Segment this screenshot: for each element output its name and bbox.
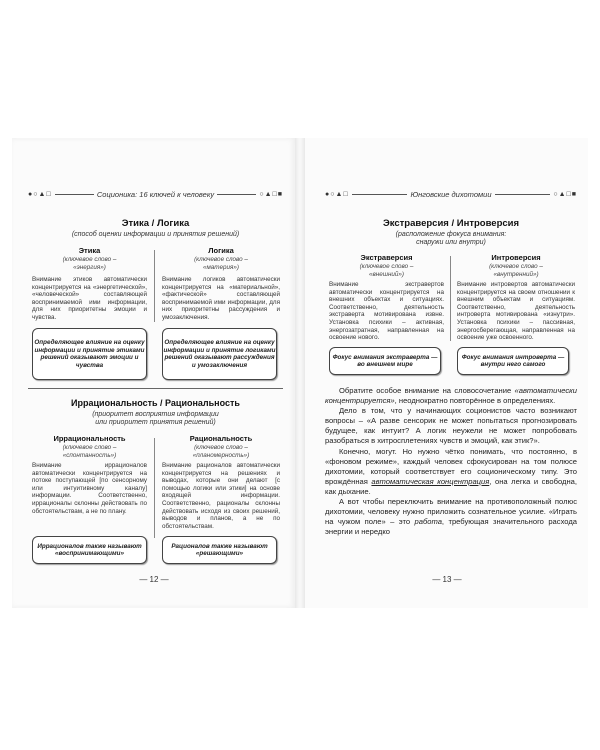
column-heading: Логика: [208, 246, 234, 255]
right-page: [305, 138, 588, 608]
section-divider: [28, 388, 283, 389]
column-heading: Этика: [78, 246, 101, 255]
column-text: Внимание рационалов автоматически концентрируется на решениях и выводах, которые они делают [с помощью логики или этики] на основе входящей информации. Соответственно, рационалы склонны действовать исходя из своих решений, выводов и планов, а не по обстоятельствам.: [162, 462, 280, 530]
body-text: [325, 386, 577, 537]
paragraph: Дело в том, что у начинающих соционистов часто возникают вопросы – «А разве сенсорик не может попытаться прогнозировать будущее, как интуит? А логик неужели не может попробовать разобраться в хитросплетениях чувств и эмоций, как этик?».: [325, 406, 577, 446]
callout-box: Фокус внимания интроверта — внутри него самого: [457, 347, 569, 375]
column-keyword: (ключевое слово – «материя»): [194, 256, 248, 271]
column-text: Внимание иррационалов автоматически концентрируется на потоке поступающей [по сенсорному или интуитивному каналу] информации. Соответственно, иррационалы склонны действовать по обстоятельствам, а не по плану.: [32, 462, 147, 515]
section-subtitle: (расположение фокуса внимания: снаружи или внутри): [395, 231, 507, 246]
header-symbols-icon: ○▲□■: [553, 190, 577, 198]
column-heading: Иррациональность: [53, 434, 126, 443]
column-text: Внимание логиков автоматически концентрируется на «материальной», «фактической» составляющей воспринимаемой ими информации, для них приоритетны рассуждения и умозаключения.: [162, 276, 280, 321]
callout-box: Рационалов также называют «решающими»: [162, 536, 277, 564]
callout-box: Фокус внимания экстраверта — во внешнем мире: [329, 347, 441, 375]
column-heading: Рациональность: [189, 434, 253, 443]
section-title: Этика / Логика: [121, 218, 190, 229]
right-page-header: [325, 188, 577, 200]
left-page-header: [28, 188, 283, 200]
column-keyword: (ключевое слово – «планомерность»): [192, 444, 250, 459]
page-number: — 13 —: [432, 575, 462, 584]
callout-box: Иррационалов также называют «воспринимающими»: [32, 536, 147, 564]
column-heading: Интроверсия: [491, 253, 541, 262]
column-text: Внимание этиков автоматически концентрируется на «энергетической», «человеческой» составляющей воспринимаемой ими информации, для них приоритетны эмоции и чувства.: [32, 276, 147, 321]
column-keyword: (ключевое слово – «внешний»): [359, 263, 414, 278]
column-heading: Экстраверсия: [360, 253, 413, 262]
running-head: Юнговские дихотомии: [410, 189, 492, 199]
column-text: Внимание экстравертов автоматически концентрируется на внешних объектах и ситуациях. Соответственно, деятельность экстраверта мотивирована извне. Установка психики – активная, энергозатратная, направленная на освоение нового.: [329, 281, 444, 342]
column-text: Внимание интровертов автоматически концентрируется на своем отношении к внешним объектам и ситуациям. Соответственно, деятельность интроверта мотивирована «изнутри». Установка психики – пассивная, энергосберегающая, направленная на освоение уже освоенного.: [457, 281, 575, 342]
section-title: Экстраверсия / Интроверсия: [382, 218, 520, 229]
column-keyword: (ключевое слово – «спонтанность»): [62, 444, 117, 459]
callout-box: Определяющее влияние на оценку информации и принятие этиками решений оказывают эмоции и чувства: [32, 328, 147, 380]
header-symbols-icon: ●○▲□: [28, 190, 52, 198]
header-symbols-icon: ●○▲□: [325, 190, 349, 198]
paragraph: Обратите особое внимание на словосочетание «автоматически концентрируется», неоднократно повторённое в определениях.: [325, 386, 577, 406]
column-keyword: (ключевое слово – «внутренний»): [489, 263, 543, 278]
section-subtitle: (способ оценки информации и принятия решений): [71, 231, 240, 238]
callout-box: Определяющее влияние на оценку информации и принятие логиками решений оказывают рассуждения и умозаключения: [162, 328, 277, 380]
left-page: [12, 138, 295, 608]
section-subtitle: (приоритет восприятия информации или приоритет принятия решений): [92, 411, 219, 426]
running-head: Соционика: 16 ключей к человеку: [96, 189, 215, 199]
book-gutter: [295, 138, 305, 608]
paragraph: Конечно, могут. Но нужно чётко понимать, что постоянно, в «фоновом режиме», каждый человек сфокусирован на том полюсе дихотомии, который соответствует его соционическому типу. Это врождённая автоматическая концентрация, она легка и свободна, как дыхание.: [325, 446, 577, 496]
column-keyword: (ключевое слово – «энергия»): [62, 256, 117, 271]
header-symbols-icon: ○▲□■: [259, 190, 283, 198]
page-number: — 12 —: [139, 575, 169, 584]
paragraph: А вот чтобы переключить внимание на противоположный полюс дихотомии, человеку нужно приложить сознательное усилие. «Играть на чужом поле» – это работа, требующая значительного расхода энергии и нередко: [325, 497, 578, 537]
section-title: Иррациональность / Рациональность: [71, 398, 240, 408]
